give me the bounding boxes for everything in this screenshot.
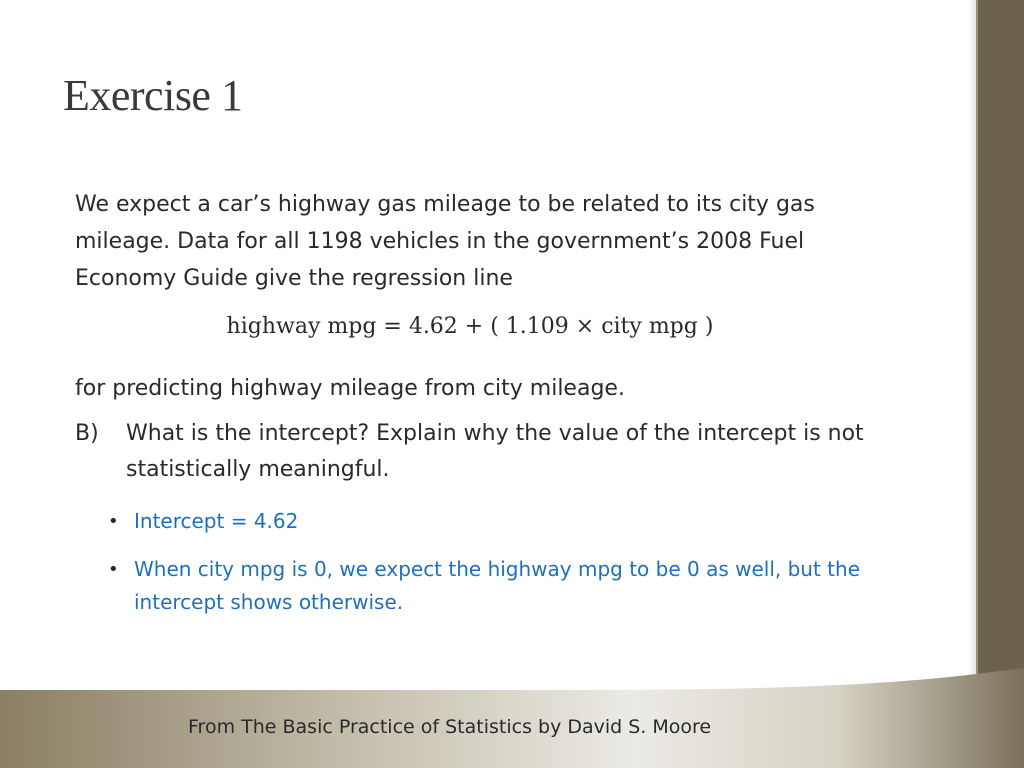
followup-paragraph: for predicting highway mileage from city mileage.	[75, 376, 625, 401]
question-text: What is the intercept? Explain why the value of the intercept is not statistically meaningful.	[126, 421, 864, 482]
question-marker: B)	[75, 421, 99, 446]
bullet-icon: •	[108, 511, 119, 532]
paper-edge-shadow	[968, 0, 978, 690]
answer-text: Intercept = 4.62	[134, 509, 299, 533]
answer-item	[108, 505, 898, 538]
footer-wave-band	[0, 640, 1024, 768]
answer-text: When city mpg is 0, we expect the highway mpg to be 0 as well, but the intercept shows otherwise.	[134, 557, 860, 614]
answer-list	[108, 505, 898, 634]
intro-paragraph: We expect a car’s highway gas mileage to be related to its city gas mileage. Data for all 1198 vehicles in the government’s 2008 Fuel Economy Guide give the regression line	[75, 192, 815, 291]
footer-citation: From The Basic Practice of Statistics by David S. Moore	[188, 716, 712, 738]
question-b	[75, 416, 905, 488]
regression-formula: highway mpg = 4.62 + ( 1.109 × city mpg )	[226, 314, 714, 339]
answer-item	[108, 553, 898, 619]
slide-title: Exercise 1	[63, 71, 243, 120]
bullet-icon: •	[108, 559, 119, 580]
